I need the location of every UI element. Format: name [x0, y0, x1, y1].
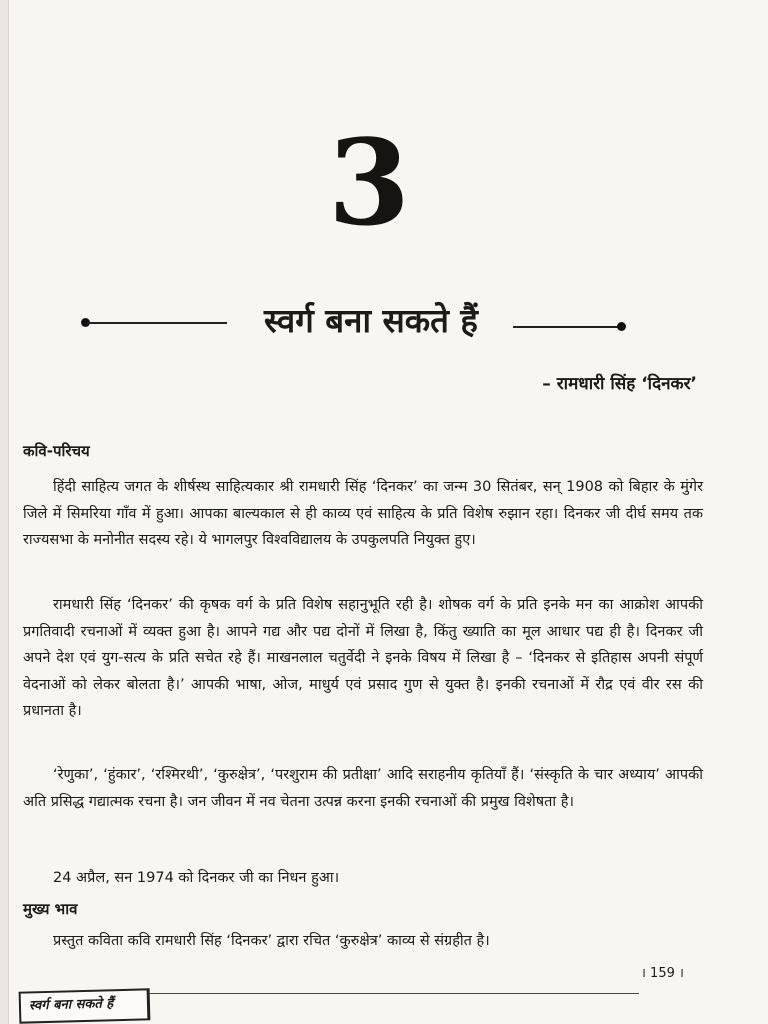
book-page — [8, 0, 768, 1024]
right-ornament-dot — [617, 322, 626, 331]
chapter-number: 3 — [327, 113, 411, 252]
paragraph: ‘रेणुका’, ‘हुंकार’, ‘रश्मिरथी’, ‘कुरुक्षेत्र’, ‘परशुराम की प्रतीक्षा’ आदि सराहनीय कृतियाँ हैं। ‘संस्कृति के चार अध्याय’ आपकी अति प्रसिद्ध गद्यात्मक रचना है। जन जीवन में नव चेतना उत्पन्न करना इनकी रचनाओं की प्रमुख विशेषता है। — [23, 767, 703, 810]
footer-rule — [149, 993, 639, 994]
footer-tab-label: स्वर्ग बना सकते हैं — [28, 996, 114, 1014]
chapter-title: स्वर्ग बना सकते हैं — [264, 301, 478, 340]
section-heading-kavi-parichay: कवि-परिचय — [23, 442, 90, 460]
title-row — [81, 296, 641, 346]
author-byline: – रामधारी सिंह ‘दिनकर’ — [542, 374, 697, 394]
page-number: । 159 । — [641, 966, 684, 981]
paragraph: 24 अप्रैल, सन 1974 को दिनकर जी का निधन हुआ। — [53, 870, 340, 886]
left-ornament-line — [87, 322, 227, 324]
paragraph: हिंदी साहित्य जगत के शीर्षस्थ साहित्यकार श्री रामधारी सिंह ‘दिनकर’ का जन्म 30 सितंबर, सन् 1908 को बिहार के मुंगेर जिले में सिमरिया गाँव में हुआ। आपका बाल्यकाल से ही काव्य एवं साहित्य के प्रति विशेष रुझान रहा। दिनकर जी दीर्घ समय तक राज्यसभा के मनोनीत सदस्य रहे। ये भागलपुर विश्वविद्यालय के उपकुलपति नियुक्त हुए। — [23, 479, 703, 548]
section-heading-mukhya-bhav: मुख्य भाव — [23, 900, 78, 918]
footer-chapter-tab — [19, 988, 151, 1023]
right-ornament-line — [513, 326, 621, 328]
paragraph: रामधारी सिंह ‘दिनकर’ की कृषक वर्ग के प्रति विशेष सहानुभूति रही है। शोषक वर्ग के प्रति इनके मन का आक्रोश आपकी प्रगतिवादी रचनाओं में व्यक्त हुआ है। आपने गद्य और पद्य दोनों में लिखा है, किंतु ख्याति का मूल आधार पद्य ही है। दिनकर जी अपने देश एवं युग-सत्य के प्रति सचेत रहे हैं। माखनलाल चतुर्वेदी ने इनके विषय में लिखा है – ‘दिनकर से इतिहास अपनी संपूर्ण वेदनाओं को लेकर बोलता है।’ आपकी भाषा, ओज, माधुर्य एवं प्रसाद गुण से युक्त है। इनकी रचनाओं में रौद्र एवं वीर रस की प्रधानता है। — [23, 597, 703, 719]
paragraph: प्रस्तुत कविता कवि रामधारी सिंह ‘दिनकर’ द्वारा रचित ‘कुरुक्षेत्र’ काव्य से संग्रहीत है। — [53, 933, 490, 949]
